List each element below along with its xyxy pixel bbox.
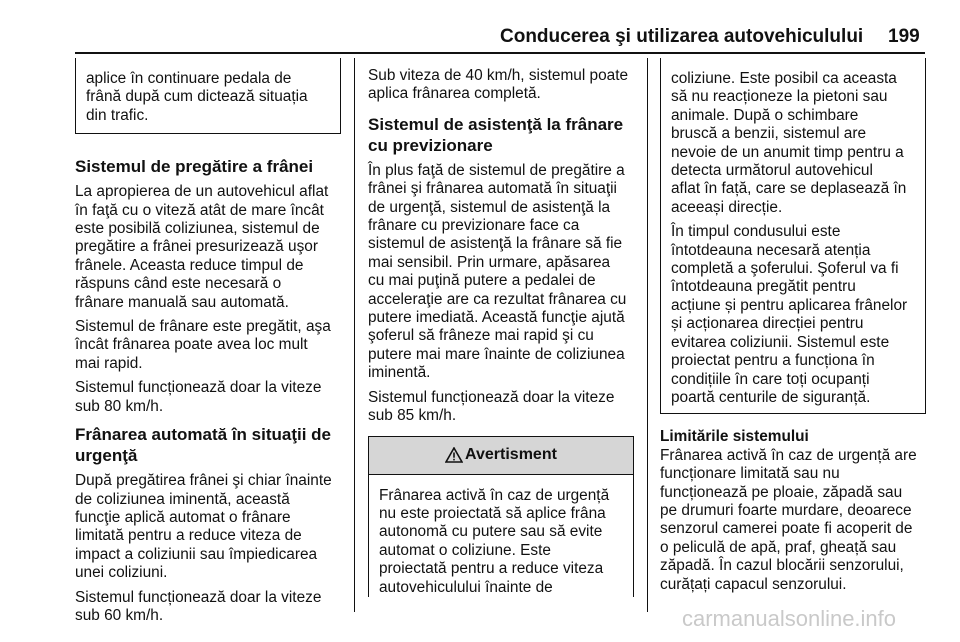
page-number: 199 [888, 26, 920, 47]
page-header [0, 0, 960, 50]
column-divider-1 [354, 58, 355, 612]
warning-text: Frânarea activă în caz de urgență nu este proiectată să aplice frâna autonomă cu putere sau să evite automat o coliziune. Este proiectată pentru a reduce viteza autovehiculului înainte de [379, 486, 610, 596]
paragraph: Sistemul funcționează doar la viteze sub 60 km/h. [75, 588, 322, 624]
warning-text: coliziune. Este posibil ca aceasta să nu reacționeze la pietoni sau animale. După o schimbare bruscă a benzii, sistemul are nevoie de un anumit timp pentru a detecta următorul autovehicul aflat în față, care se deplasează în aceeași direcție. [671, 70, 907, 216]
subsection-title-limits: Limitările sistemului [660, 428, 809, 446]
note-box-continued [75, 58, 341, 134]
warning-header [369, 437, 633, 475]
watermark-text: carmanualsonline.info [682, 606, 897, 631]
warning-triangle-icon [445, 447, 463, 463]
section-title-predictive-brake-assist: Sistemul de asistenţă la frânare cu previzionare [368, 114, 624, 155]
paragraph: Sub viteza de 40 km/h, sistemul poate aplica frânarea completă. [368, 67, 629, 103]
warning-title: Avertisment [465, 446, 557, 463]
paragraph: La apropierea de un autovehicul aflat în faţă cu o viteză atât de mare încât este posibilă coliziunea, sistemul de pregătire a frânei presurizează uşor frânele. Aceasta reduce timpul de răspuns când este necesară o frânare manuală sau automată. [75, 183, 329, 311]
warning-box-continued [660, 58, 926, 414]
column-divider-2 [647, 58, 648, 612]
column-2 [368, 67, 634, 597]
warning-body [369, 475, 633, 597]
warning-box [368, 436, 634, 597]
header-rule [75, 52, 925, 54]
paragraph: După pregătirea frânei şi chiar înainte de coliziunea iminentă, această funcţie aplică automat o frânare limitată pentru a reduce viteza de impact a coliziunii sau împiedicarea unei coliziuni. [75, 472, 332, 582]
paragraph: Frânarea activă în caz de urgență are funcționare limitată sau nu funcționează pe ploaie, zăpadă sau pe drumuri foarte murdare, deoarece senzorul camerei poate fi acoperit de o peliculă de apă, praf, gheață sau zăpadă. În cazul blocării senzorului, curățați capacul senzorului. [660, 446, 917, 593]
warning-text: În timpul condusului este întotdeauna necesară atenția completă a şoferului. Şoferul va fi întotdeauna pregătit pentru acțiune și pentru aplicarea frânelor și acționarea direcției pentru evitarea coliziunii. Sistemul este proiectat pentru a funcționa în condițiile în care toți ocupanți poartă centurile de siguranță. [671, 223, 908, 406]
section-title-brake-prep: Sistemul de pregătire a frânei [75, 157, 314, 177]
paragraph: În plus faţă de sistemul de pregătire a frânei şi frânarea automată în situaţii de urgenţă, sistemul de asistenţă la frânare cu previzionare face ca sistemul de asistenţă la frânare să fie mai sensibil. Prin urmare, apăsarea cu mai puţină putere a pedalei de acceleraţie are ca rezultat frânarea cu putere imediată. Această funcţie ajută şoferul să frâneze mai rapid şi cu putere mai mare înainte de coliziunea iminentă. [368, 161, 627, 382]
column-3 [660, 58, 926, 600]
paragraph: Sistemul de frânare este pregătit, aşa încât frânarea poate avea loc mult mai rapid. [75, 318, 331, 372]
paragraph: Sistemul funcționează doar la viteze sub 80 km/h. [75, 379, 322, 415]
paragraph: Sistemul funcționează doar la viteze sub 85 km/h. [368, 388, 615, 425]
note-text: aplice în continuare pedala de frână după cum dictează situația din trafic. [86, 70, 308, 124]
section-title-auto-braking: Frânarea automată în situaţii de urgenţă [75, 425, 332, 466]
header-title: Conducerea şi utilizarea autovehiculului [500, 26, 864, 47]
column-1 [75, 58, 341, 631]
